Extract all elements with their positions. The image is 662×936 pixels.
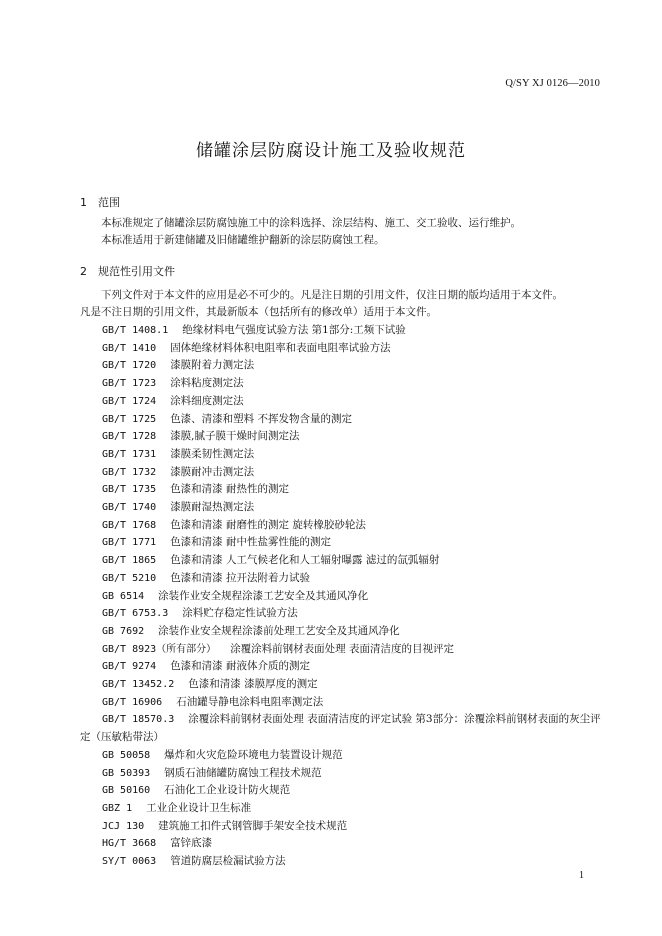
reference-title: 涂装作业安全规程涂漆前处理工艺安全及其通风净化 [158, 624, 400, 637]
intro-line: 凡是不注日期的引用文件，其最新版本（包括所有的修改单）适用于本文件。 [80, 306, 437, 318]
reference-item [102, 375, 602, 393]
reference-title: 涂覆涂料前钢材表面处理 表面清洁度的目视评定 [230, 642, 455, 655]
reference-code: GB/T 1723 [102, 378, 157, 390]
reference-code: GB/T 8923（所有部分） [102, 643, 217, 655]
reference-item [102, 340, 602, 358]
reference-title: 漆膜耐湿热测定法 [170, 501, 255, 514]
reference-code: GB 50160 [102, 785, 151, 797]
reference-title: 绝缘材料电气强度试验方法 第1部分:工频下试验 [182, 324, 406, 336]
reference-code: GB 50393 [102, 767, 151, 779]
reference-code: SY/T 0063 [102, 856, 157, 868]
section-number: 1 [80, 196, 87, 209]
reference-item [102, 428, 602, 446]
reference-item [102, 322, 602, 340]
reference-item [102, 818, 602, 836]
reference-item [80, 711, 602, 746]
reference-code: GBZ 1 [102, 802, 133, 814]
reference-code: GB/T 1728 [102, 431, 157, 443]
reference-code: GB/T 1865 [102, 555, 157, 567]
reference-title: 色漆和清漆 耐磨性的测定 旋转橡胶砂轮法 [170, 518, 366, 531]
reference-item [102, 747, 602, 765]
reference-item [102, 588, 602, 606]
reference-title: 涂覆涂料前钢材表面处理 表面清洁度的评定试验 第3部分：涂覆涂料前钢材表面的灰尘评定（压敏粘带法） [80, 713, 601, 744]
reference-title: 富锌底漆 [170, 837, 213, 850]
reference-item [102, 605, 602, 623]
reference-code: GB/T 1408.1 [102, 325, 169, 336]
section-title: 规范性引用文件 [98, 265, 175, 278]
reference-title: 色漆和清漆 人工气候老化和人工辐射曝露 滤过的氙弧辐射 [170, 554, 440, 567]
reference-item [102, 446, 602, 464]
reference-list [80, 322, 602, 871]
section-heading-normative-references [80, 263, 175, 279]
reference-code: GB/T 9274 [102, 661, 157, 673]
reference-item [102, 357, 602, 375]
reference-title: 石油罐导静电涂料电阻率测定法 [176, 695, 324, 708]
reference-item [102, 658, 602, 676]
reference-item [102, 411, 602, 429]
reference-title: 色漆和清漆 耐中性盐雾性能的测定 [170, 536, 332, 549]
reference-title: 涂料粘度测定法 [170, 377, 244, 390]
reference-item [102, 623, 602, 641]
reference-code: GB 6514 [102, 590, 145, 602]
reference-code: GB/T 1725 [102, 413, 157, 425]
reference-item [102, 534, 602, 552]
reference-item [102, 464, 602, 482]
reference-title: 建筑施工扣件式钢管脚手架安全技术规范 [158, 819, 348, 832]
section-heading-scope [80, 194, 120, 210]
reference-code: GB/T 6753.3 [102, 608, 169, 620]
reference-title: 色漆、清漆和塑料 不挥发物含量的测定 [170, 412, 353, 425]
reference-title: 漆膜,腻子膜干燥时间测定法 [170, 430, 300, 443]
reference-item [102, 800, 602, 818]
reference-item [102, 853, 602, 871]
reference-title: 色漆和清漆 拉开法附着力试验 [170, 571, 311, 584]
reference-item [102, 782, 602, 800]
reference-title: 色漆和清漆 耐热性的测定 [170, 483, 290, 496]
reference-title: 涂料细度测定法 [170, 394, 244, 407]
reference-title: 色漆和清漆 漆膜厚度的测定 [188, 678, 318, 691]
intro-line: 下列文件对于本文件的应用是必不可少的。凡是注日期的引用文件，仅注日期的版均适用于本文件。 [101, 289, 563, 301]
reference-title: 漆膜柔韧性测定法 [170, 447, 255, 460]
reference-code: GB/T 5210 [102, 572, 157, 584]
scope-paragraph: 本标准规定了储罐涂层防腐蚀施工中的涂料选择、涂层结构、施工、交工验收、运行维护。 [101, 217, 521, 229]
reference-code: GB/T 1731 [102, 448, 157, 460]
reference-item [102, 765, 602, 783]
document-title: 储罐涂层防腐设计施工及验收规范 [196, 141, 466, 161]
reference-code: GB 50058 [102, 749, 151, 761]
reference-code: GB/T 18570.3 [102, 714, 175, 726]
reference-item [102, 676, 602, 694]
reference-code: GB/T 1724 [102, 395, 157, 407]
scope-paragraphs [80, 215, 600, 249]
reference-title: 爆炸和火灾危险环境电力装置设计规范 [164, 748, 343, 761]
reference-code: GB/T 16906 [102, 696, 163, 708]
reference-code: GB/T 1740 [102, 502, 157, 514]
reference-code: GB/T 1735 [102, 484, 157, 496]
reference-code: GB/T 13452.2 [102, 679, 175, 691]
reference-code: GB/T 1732 [102, 466, 157, 478]
reference-code: GB 7692 [102, 625, 145, 637]
reference-title: 漆膜附着力测定法 [170, 359, 255, 372]
reference-code: GB/T 1720 [102, 360, 157, 372]
reference-item [102, 552, 602, 570]
reference-item [102, 694, 602, 712]
reference-title: 石油化工企业设计防火规范 [164, 784, 291, 797]
reference-title: 色漆和清漆 耐液体介质的测定 [170, 660, 311, 673]
reference-code: GB/T 1771 [102, 537, 157, 549]
reference-title: 漆膜耐冲击测定法 [170, 465, 255, 478]
reference-item [102, 499, 602, 517]
reference-item [102, 393, 602, 411]
reference-item [102, 641, 602, 659]
section-number: 2 [80, 265, 87, 278]
reference-code: HG/T 3668 [102, 838, 157, 850]
reference-code: JCJ 130 [102, 820, 145, 832]
reference-title: 管道防腐层检漏试验方法 [170, 855, 286, 868]
references-intro [80, 287, 610, 321]
page-number: 1 [579, 870, 584, 881]
reference-title: 固体绝缘材料体积电阻率和表面电阻率试验方法 [170, 341, 391, 354]
reference-item [102, 481, 602, 499]
reference-title: 涂料贮存稳定性试验方法 [182, 607, 298, 620]
reference-title: 涂装作业安全规程涂漆工艺安全及其通风净化 [158, 589, 369, 602]
section-title: 范围 [98, 196, 120, 209]
reference-code: GB/T 1768 [102, 519, 157, 531]
reference-item [102, 835, 602, 853]
reference-code: GB/T 1410 [102, 342, 157, 354]
reference-item [102, 570, 602, 588]
scope-paragraph: 本标准适用于新建储罐及旧储罐维护翻新的涂层防腐蚀工程。 [101, 234, 385, 246]
reference-item [102, 517, 602, 535]
reference-title: 钢质石油储罐防腐蚀工程技术规范 [164, 766, 322, 779]
document-code: Q/SY XJ 0126—2010 [505, 78, 600, 89]
reference-title: 工业企业设计卫生标准 [146, 801, 252, 814]
